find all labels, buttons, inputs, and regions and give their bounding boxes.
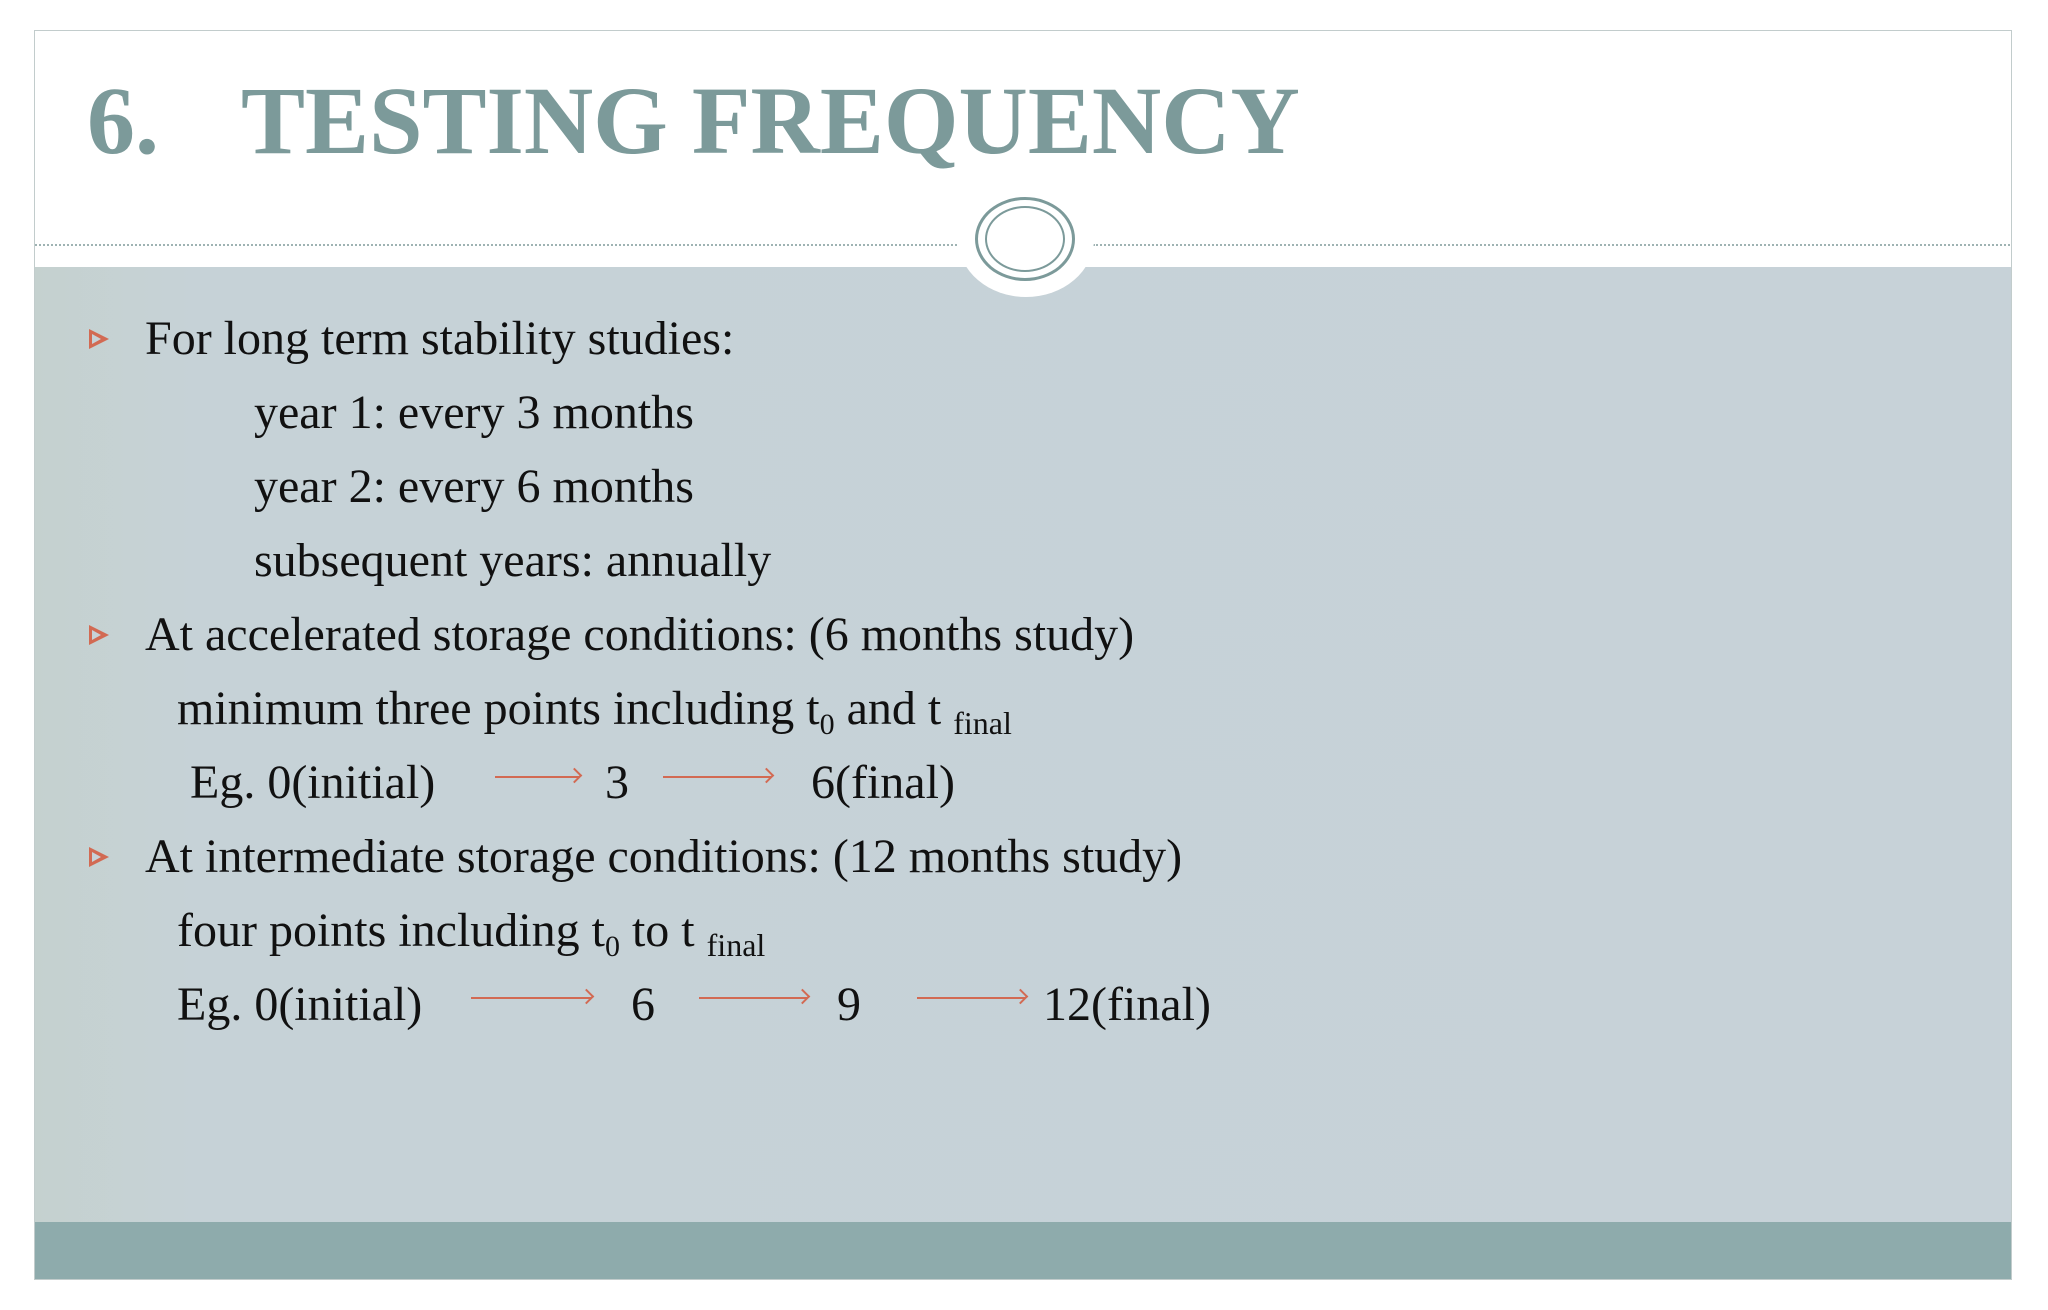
section-1-line-2: year 2: every 6 months <box>254 460 694 513</box>
arrow-right-icon <box>471 997 591 999</box>
section-1-line-3: subsequent years: annually <box>254 534 772 587</box>
arrow-right-icon <box>495 776 579 778</box>
slide <box>34 30 2012 1280</box>
section-3-example-label: Eg. 0(initial) <box>177 978 423 1031</box>
arrow-right-icon <box>663 776 771 778</box>
arrow-right-icon <box>699 997 807 999</box>
bullet-arrow-icon <box>89 625 109 645</box>
arrow-right-icon <box>917 997 1025 999</box>
section-1-heading: For long term stability studies: <box>145 312 735 365</box>
section-1-line-1: year 1: every 3 months <box>254 386 694 439</box>
bullet-arrow-icon <box>89 329 109 349</box>
section-2-detail: minimum three points including $t_0$ and t $_{final}$ <box>177 682 1012 741</box>
title-number: 6. <box>87 67 159 174</box>
section-3-example-step-1: 6 <box>631 978 655 1031</box>
section-2-example-step-2: 6(final) <box>811 756 955 809</box>
title-text: TESTING FREQUENCY <box>241 67 1300 174</box>
section-2-example-label: Eg. 0(initial) <box>190 756 436 809</box>
section-2-example-step-1: 3 <box>605 756 629 809</box>
section-3-example-step-2: 9 <box>837 978 861 1031</box>
section-2-heading: At accelerated storage conditions: (6 months study) <box>145 608 1135 661</box>
bullet-arrow-icon <box>89 847 109 867</box>
slide-content <box>35 31 2011 1279</box>
section-3-example-step-3: 12(final) <box>1043 978 1211 1031</box>
section-3-heading: At intermediate storage conditions: (12 months study) <box>145 830 1183 883</box>
section-3-detail: four points including $t_0$ to t $_{final}$ <box>177 904 766 963</box>
